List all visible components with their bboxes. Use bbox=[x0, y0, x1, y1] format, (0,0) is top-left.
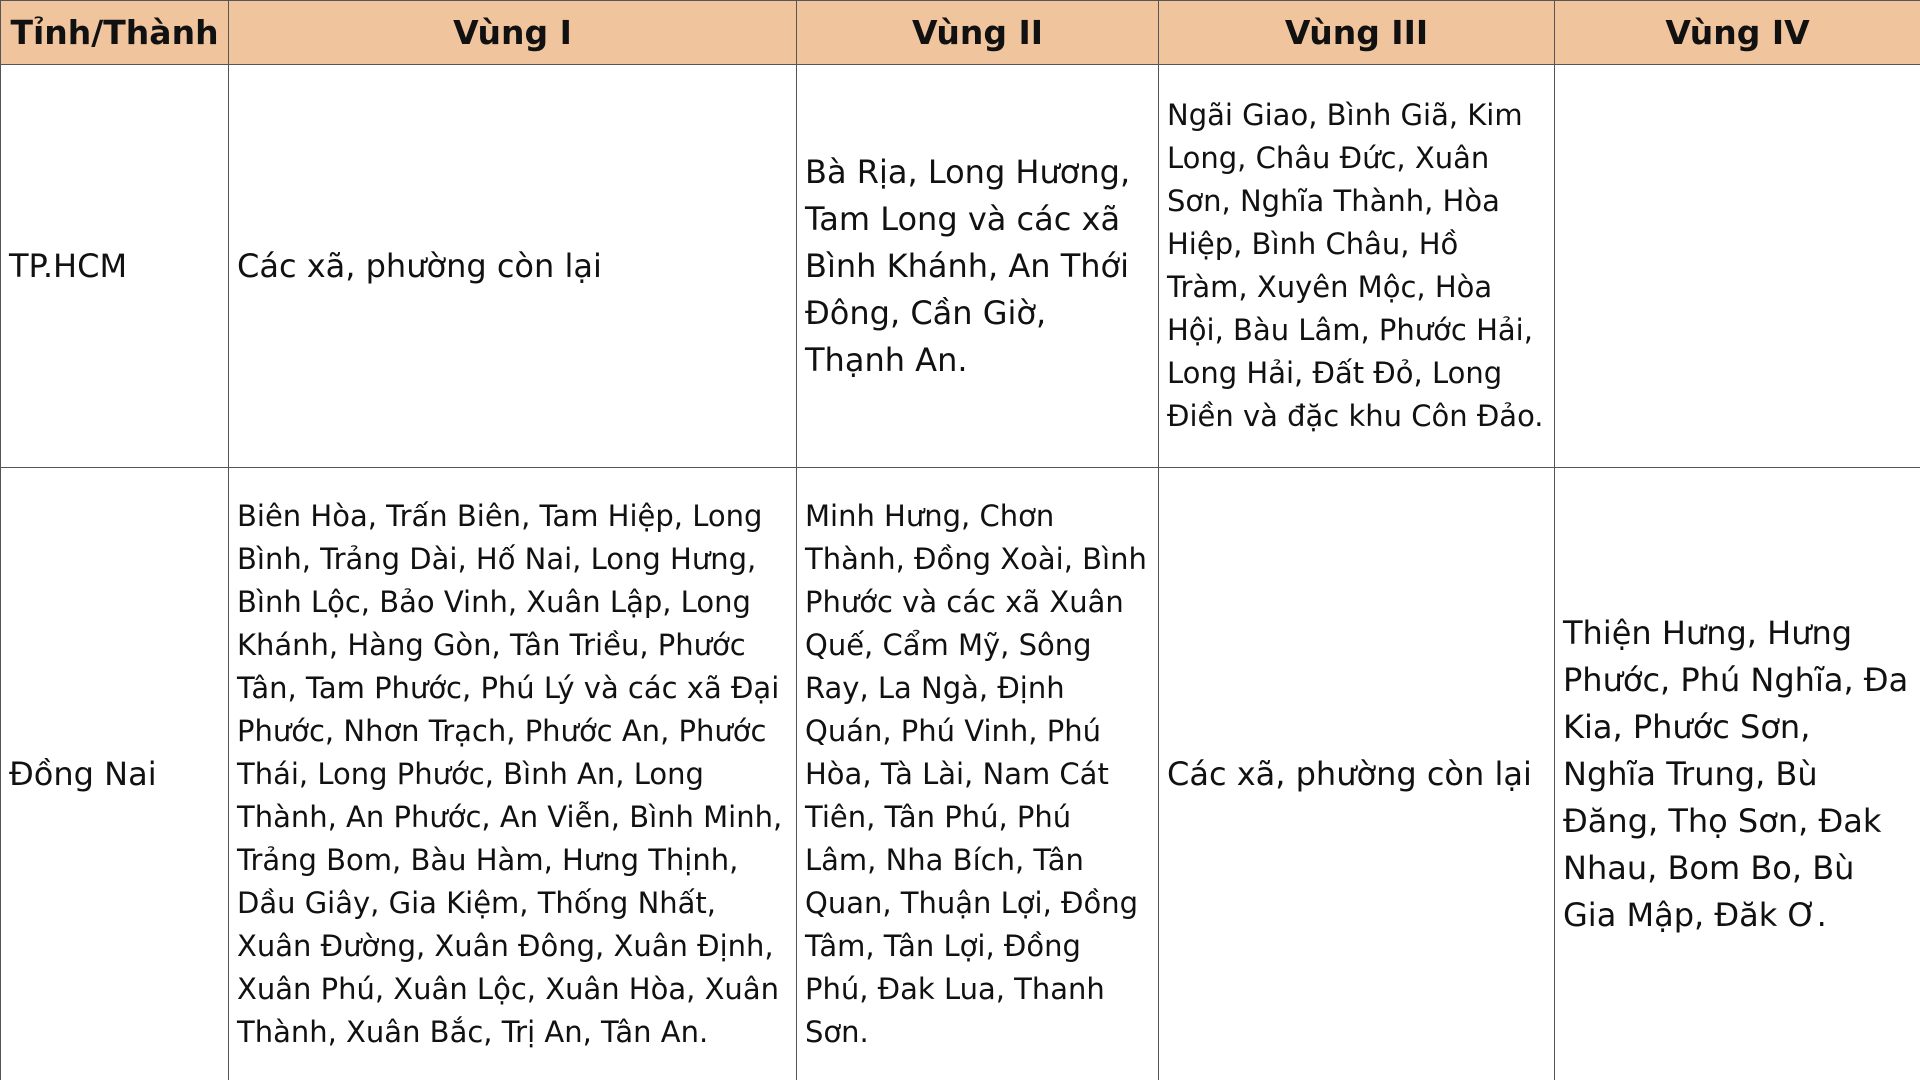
header-row bbox=[1, 1, 1920, 65]
header-zone-4: Vùng IV bbox=[1555, 1, 1920, 65]
header-zone-2: Vùng II bbox=[797, 1, 1159, 65]
zone-3-cell: Ngãi Giao, Bình Giã, Kim Long, Châu Đức, Xuân Sơn, Nghĩa Thành, Hòa Hiệp, Bình Châu, Hồ Tràm, Xuyên Mộc, Hòa Hội, Bàu Lâm, Phước Hải, Long Hải, Đất Đỏ, Long Điền và đặc khu Côn Đảo. bbox=[1159, 65, 1555, 468]
zone-3-cell: Các xã, phường còn lại bbox=[1159, 468, 1555, 1080]
table-row bbox=[1, 468, 1920, 1080]
province-cell: TP.HCM bbox=[1, 65, 229, 468]
header-province: Tỉnh/Thành bbox=[1, 1, 229, 65]
zone-4-cell bbox=[1555, 65, 1920, 468]
zone-1-cell: Biên Hòa, Trấn Biên, Tam Hiệp, Long Bình, Trảng Dài, Hố Nai, Long Hưng, Bình Lộc, Bảo Vinh, Xuân Lập, Long Khánh, Hàng Gòn, Tân Triều, Phước Tân, Tam Phước, Phú Lý và các xã Đại Phước, Nhơn Trạch, Phước An, Phước Thái, Long Phước, Bình An, Long Thành, An Phước, An Viễn, Bình Minh, Trảng Bom, Bàu Hàm, Hưng Thịnh, Dầu Giây, Gia Kiệm, Thống Nhất, Xuân Đường, Xuân Đông, Xuân Định, Xuân Phú, Xuân Lộc, Xuân Hòa, Xuân Thành, Xuân Bắc, Trị An, Tân An. bbox=[229, 468, 797, 1080]
zone-1-cell: Các xã, phường còn lại bbox=[229, 65, 797, 468]
zone-2-cell: Bà Rịa, Long Hương, Tam Long và các xã Bình Khánh, An Thới Đông, Cần Giờ, Thạnh An. bbox=[797, 65, 1159, 468]
table-header bbox=[1, 1, 1920, 65]
zone-2-cell: Minh Hưng, Chơn Thành, Đồng Xoài, Bình Phước và các xã Xuân Quế, Cẩm Mỹ, Sông Ray, La Ngà, Định Quán, Phú Vinh, Phú Hòa, Tà Lài, Nam Cát Tiên, Tân Phú, Phú Lâm, Nha Bích, Tân Quan, Thuận Lợi, Đồng Tâm, Tân Lợi, Đồng Phú, Đak Lua, Thanh Sơn. bbox=[797, 468, 1159, 1080]
header-zone-1: Vùng I bbox=[229, 1, 797, 65]
header-zone-3: Vùng III bbox=[1159, 1, 1555, 65]
zone-4-cell: Thiện Hưng, Hưng Phước, Phú Nghĩa, Đa Kia, Phước Sơn, Nghĩa Trung, Bù Đăng, Thọ Sơn, Đak Nhau, Bom Bo, Bù Gia Mập, Đăk Ơ. bbox=[1555, 468, 1920, 1080]
table-body bbox=[1, 65, 1920, 1080]
province-cell: Đồng Nai bbox=[1, 468, 229, 1080]
table-row bbox=[1, 65, 1920, 468]
